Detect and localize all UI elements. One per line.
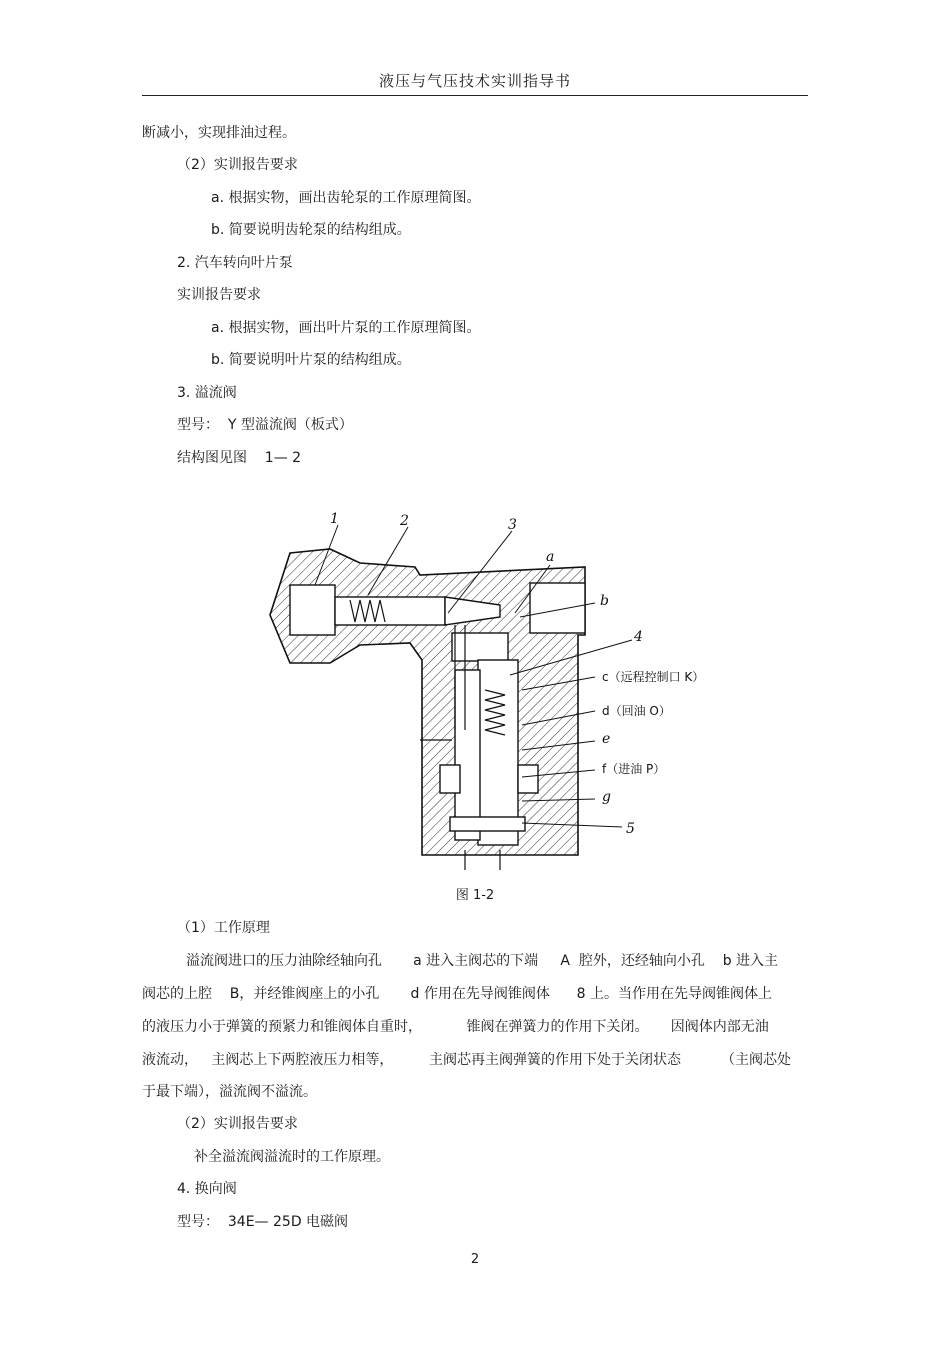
- body-line: 的液压力小于弹簧的预紧力和锥阀体自重时， 锥阀在弹簧力的作用下关闭。 因阀体内部无油: [142, 1019, 769, 1035]
- list-item: a. 根据实物，画出叶片泵的工作原理简图。: [211, 320, 481, 336]
- callout-4: 4: [634, 629, 643, 645]
- callout-e: e: [602, 731, 611, 747]
- callout-b: b: [600, 593, 609, 609]
- section-heading: （2）实训报告要求: [177, 157, 298, 173]
- callout-g: g: [602, 789, 611, 805]
- section-heading: 实训报告要求: [177, 287, 261, 303]
- figure-caption: 图 1-2: [455, 888, 495, 903]
- list-item: b. 简要说明叶片泵的结构组成。: [211, 352, 411, 368]
- section-heading: （1）工作原理: [177, 920, 270, 936]
- text-line: 结构图见图 1— 2: [177, 450, 302, 466]
- callout-d: d（回油 O）: [602, 704, 671, 718]
- callout-3: 3: [508, 517, 517, 533]
- list-item: b. 简要说明齿轮泵的结构组成。: [211, 222, 411, 238]
- section-heading: 4. 换向阀: [177, 1181, 237, 1197]
- text-line: 补全溢流阀溢流时的工作原理。: [194, 1149, 390, 1165]
- text-line: 断减小，实现排油过程。: [142, 125, 296, 141]
- section-heading: （2）实训报告要求: [177, 1116, 298, 1132]
- callout-2: 2: [400, 513, 409, 529]
- body-line: 于最下端），溢流阀不溢流。: [142, 1084, 317, 1100]
- body-line: 溢流阀进口的压力油除经轴向孔 a 进入主阀芯的下端 A 腔外，还经轴向小孔 b 进入主: [186, 953, 779, 969]
- section-heading: 3. 溢流阀: [177, 385, 237, 401]
- callout-5: 5: [626, 821, 635, 837]
- body-line: 阀芯的上腔 B，并经锥阀座上的小孔 d 作用在先导阀锥阀体 8 上。当作用在先导阀锥阀体上: [142, 986, 772, 1002]
- header-rule: [142, 95, 808, 96]
- text-line: 型号： Y 型溢流阀（板式）: [177, 417, 353, 433]
- list-item: a. 根据实物，画出齿轮泵的工作原理简图。: [211, 190, 481, 206]
- page-number: 2: [470, 1252, 480, 1267]
- callout-f: f（进油 P）: [602, 762, 666, 776]
- text-line: 型号： 34E— 25D 电磁阀: [177, 1214, 349, 1230]
- relief-valve-diagram: [260, 505, 730, 870]
- running-header: 液压与气压技术实训指导书: [378, 72, 571, 90]
- callout-a: a: [546, 549, 555, 565]
- callout-1: 1: [330, 511, 339, 527]
- body-line: 液流动， 主阀芯上下两腔液压力相等， 主阀芯再主阀弹簧的作用下处于关闭状态 （主阀芯处: [142, 1052, 792, 1068]
- callout-c: c（远程控制口 K）: [602, 670, 705, 684]
- section-heading: 2. 汽车转向叶片泵: [177, 255, 293, 271]
